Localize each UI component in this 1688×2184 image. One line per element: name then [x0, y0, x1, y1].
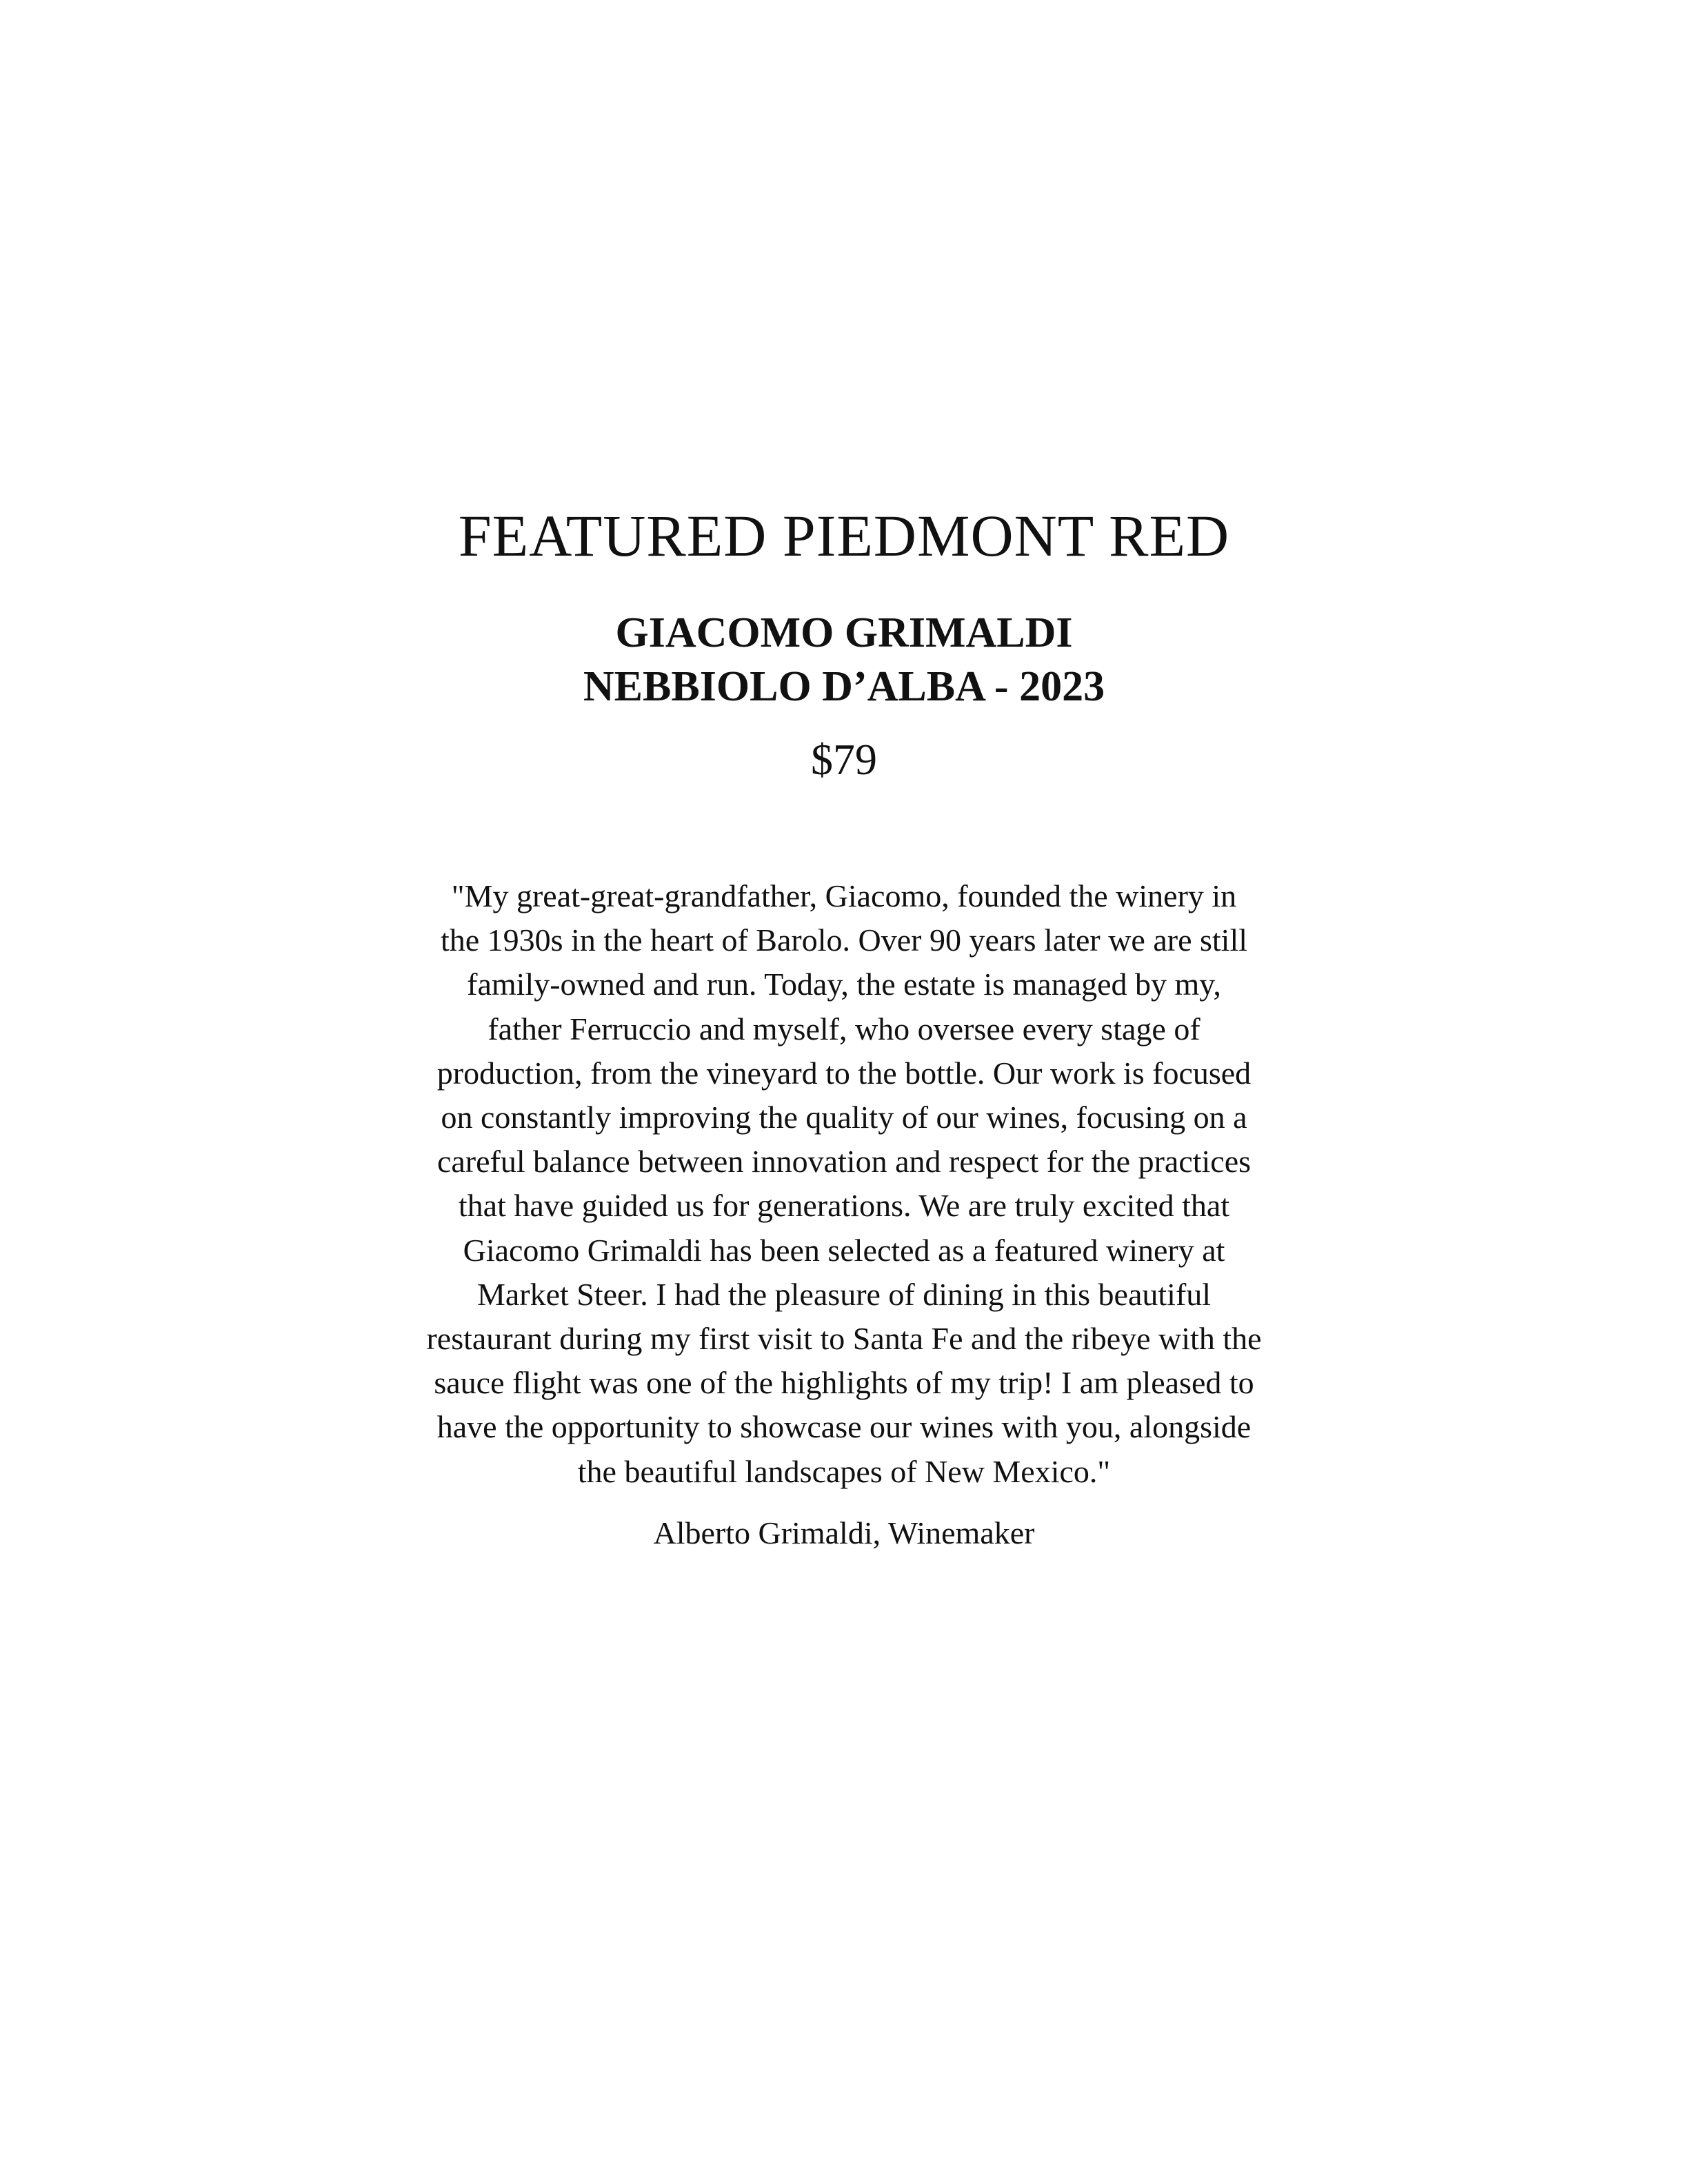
- quote-attribution: Alberto Grimaldi, Winemaker: [653, 1515, 1035, 1550]
- quote-line: restaurant during my first visit to Santa Fe and the ribeye with the: [426, 1321, 1262, 1357]
- wine-producer: GIACOMO GRIMALDI: [615, 609, 1073, 656]
- quote-line: the beautiful landscapes of New Mexico.": [577, 1453, 1111, 1489]
- wine-name: NEBBIOLO D’ALBA - 2023: [583, 663, 1105, 710]
- quote-line: that have guided us for generations. We are truly excited that: [458, 1188, 1230, 1224]
- quote-line: Giacomo Grimaldi has been selected as a featured winery at: [463, 1232, 1225, 1268]
- quote-line: careful balance between innovation and respect for the practices: [436, 1144, 1252, 1180]
- quote-line: family-owned and run. Today, the estate is managed by my,: [467, 967, 1221, 1002]
- section-title: FEATURED PIEDMONT RED: [458, 503, 1230, 569]
- quote-line: "My great-great-grandfather, Giacomo, founded the winery in: [451, 878, 1237, 913]
- quote-line: production, from the vineyard to the bottle. Our work is focused: [436, 1055, 1252, 1091]
- quote-line: on constantly improving the quality of our wines, focusing on a: [441, 1100, 1247, 1135]
- wine-price: $79: [811, 735, 877, 784]
- quote-line: Market Steer. I had the pleasure of dining in this beautiful: [476, 1276, 1212, 1312]
- quote-line: have the opportunity to showcase our wines with you, alongside: [436, 1409, 1252, 1445]
- quote-line: father Ferruccio and myself, who oversee every stage of: [488, 1011, 1200, 1046]
- quote-line: the 1930s in the heart of Barolo. Over 90 years later we are still: [440, 922, 1248, 958]
- quote-line: sauce flight was one of the highlights of my trip! I am pleased to: [434, 1365, 1254, 1401]
- winemaker-quote: [359, 874, 1329, 1494]
